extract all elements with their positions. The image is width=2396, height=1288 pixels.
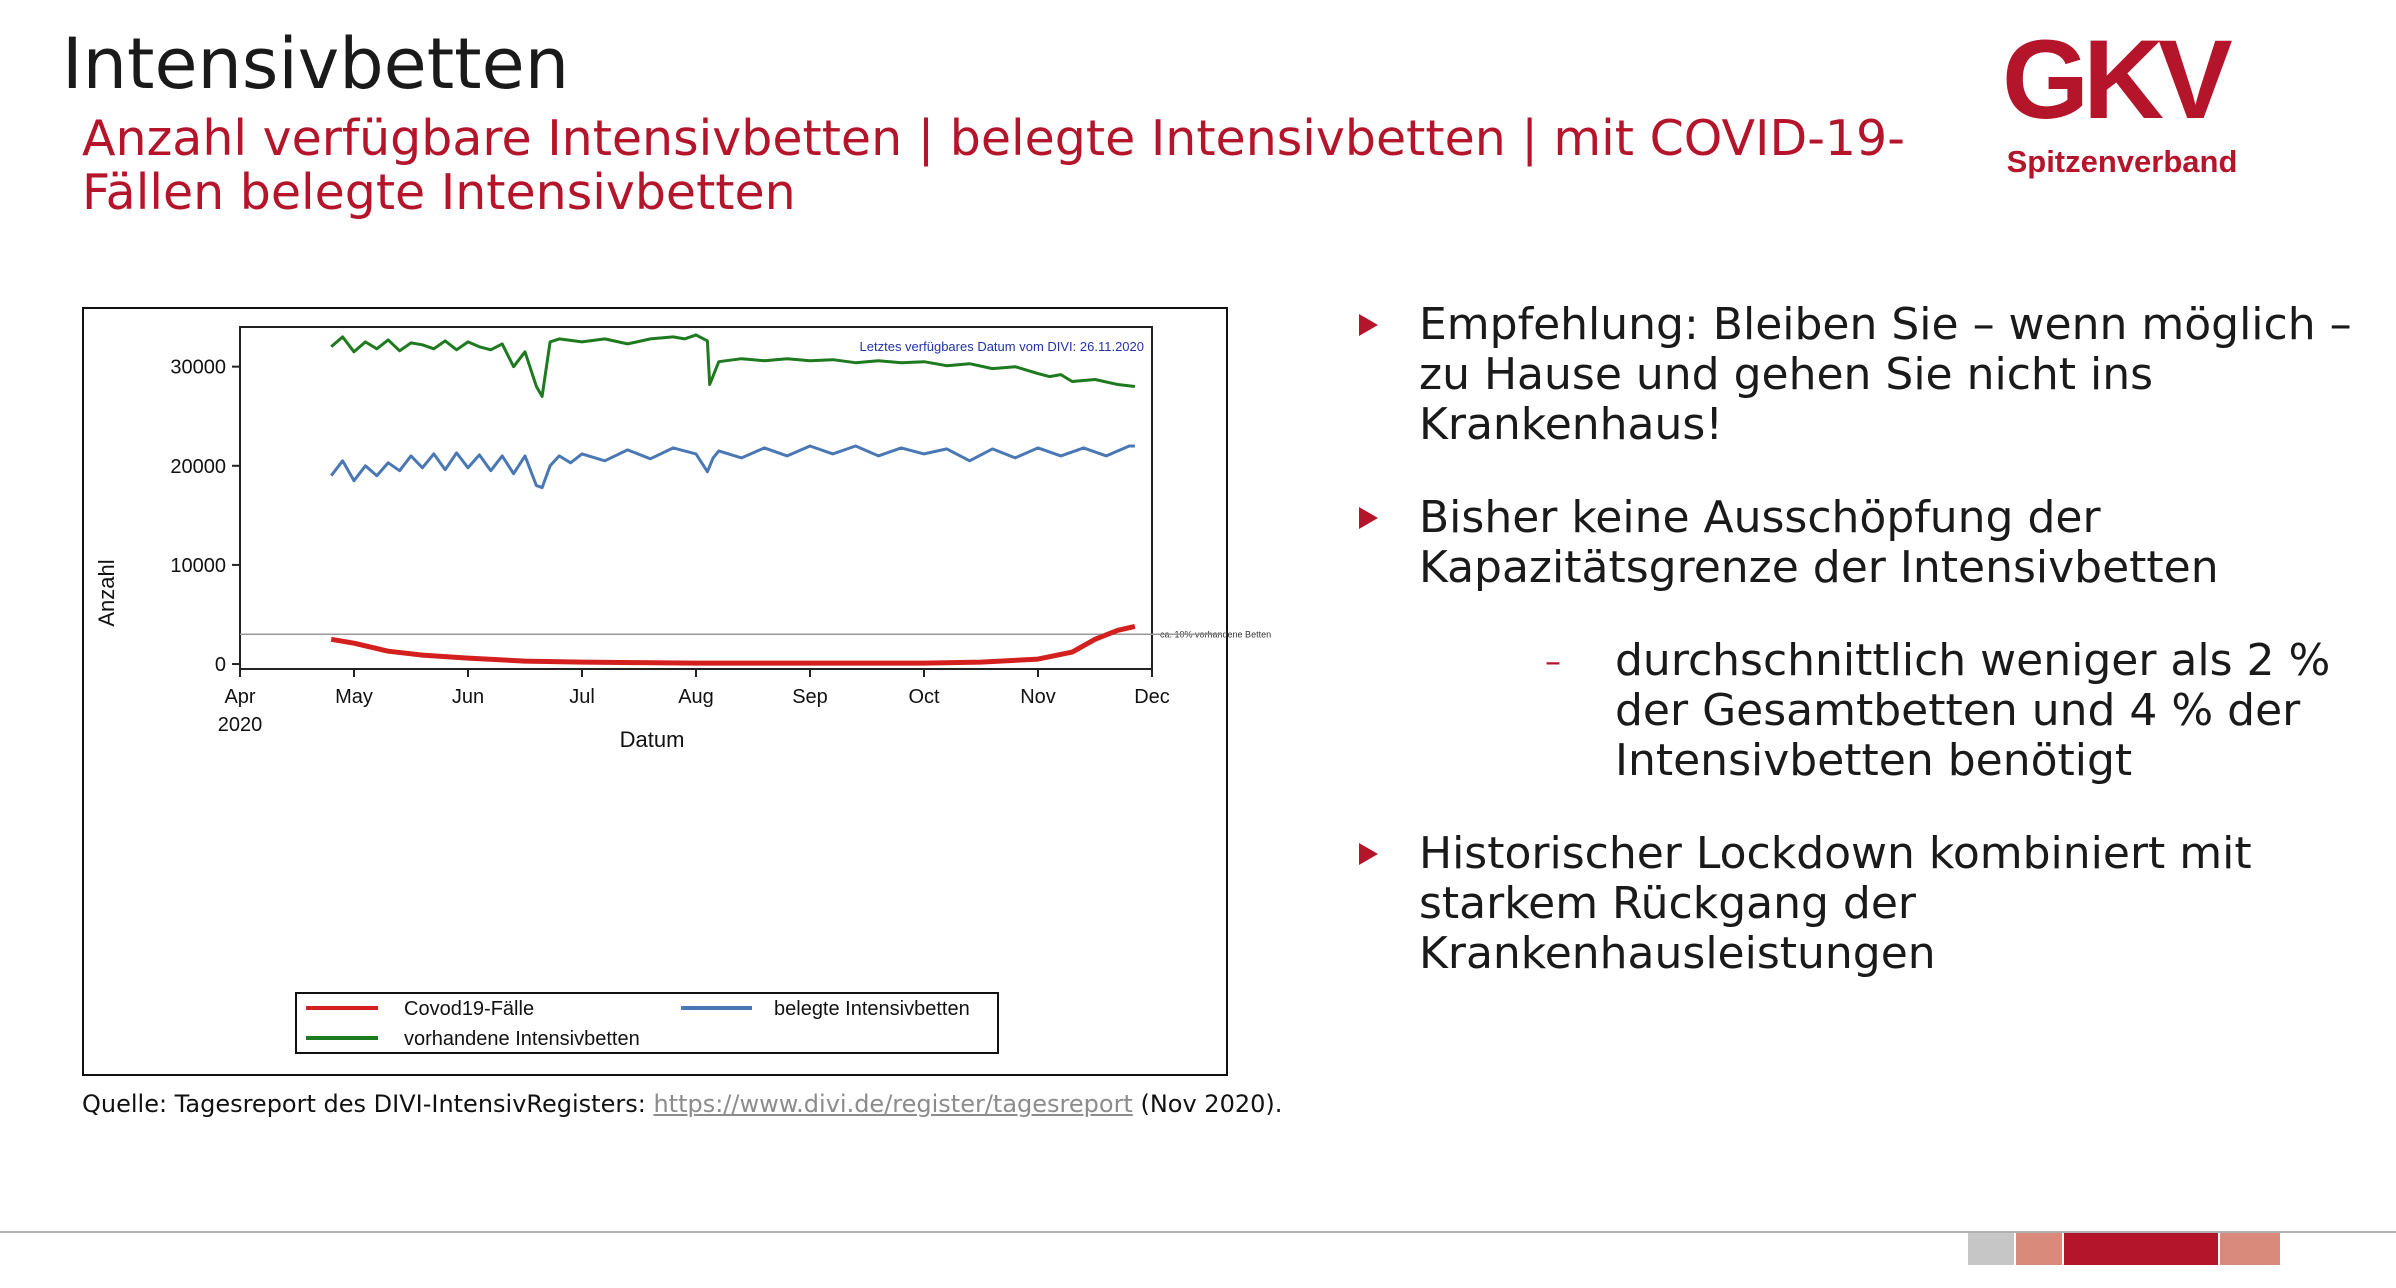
x-tick-label: Jun xyxy=(451,686,485,708)
gkv-logo-mark xyxy=(2000,17,2290,142)
footer-block xyxy=(2064,1233,2218,1265)
triangle-bullet-icon xyxy=(1359,314,1378,336)
footer-block xyxy=(2016,1233,2062,1265)
x-tick-label: Jul xyxy=(569,686,595,708)
y-tick-label: 0 xyxy=(214,654,226,677)
series-line-covid xyxy=(331,626,1135,663)
chart-annotation-top: Letztes verfügbares Datum vom DIVI: 26.11.2020 xyxy=(859,339,1144,354)
y-axis-label: Anzahl xyxy=(94,559,119,627)
slide-subtitle: Anzahl verfügbare Intensivbetten | belegte Intensivbetten | mit COVID-19-Fällen belegte Intensivbetten xyxy=(82,110,1905,221)
y-tick-label: 10000 xyxy=(170,554,226,577)
bullet-item xyxy=(1355,493,2355,593)
sub-bullet-item xyxy=(1545,636,2355,786)
triangle-bullet-icon xyxy=(1359,843,1378,865)
bullet-text: Empfehlung: Bleiben Sie – wenn möglich – zu Hause und gehen Sie nicht ins Krankenhaus! xyxy=(1419,299,2352,450)
bullet-text: Bisher keine Ausschöpfung der Kapazitätsgrenze der Intensivbetten xyxy=(1419,492,2219,593)
x-tick-label: Dec xyxy=(1134,686,1170,708)
legend-label-covid: Covod19-Fälle xyxy=(404,998,535,1020)
source-note xyxy=(82,1090,1282,1118)
dash-bullet-icon: – xyxy=(1545,642,1561,680)
y-tick-label: 30000 xyxy=(170,356,226,379)
x-tick-sublabel: 2020 xyxy=(217,714,263,736)
x-axis-label: Datum xyxy=(619,727,685,752)
x-tick-label: Aug xyxy=(678,686,714,708)
series-line-occupied xyxy=(331,446,1135,488)
x-tick-label: May xyxy=(335,686,373,708)
footer-block xyxy=(2220,1233,2280,1265)
reference-line-label: ca. 10% vorhandene Betten xyxy=(1160,629,1272,640)
icu-line-chart xyxy=(84,309,1272,1074)
chart-frame xyxy=(82,307,1272,1076)
x-tick-label: Apr xyxy=(224,686,256,708)
source-suffix: (Nov 2020). xyxy=(1132,1090,1283,1118)
legend-label-occupied: belegte Intensivbetten xyxy=(774,998,970,1020)
y-tick-label: 20000 xyxy=(170,455,226,478)
sub-bullet-text: durchschnittlich weniger als 2 % der Gesamtbetten und 4 % der Intensivbetten benötigt xyxy=(1615,635,2331,786)
bullet-text: Historischer Lockdown kombiniert mit starkem Rückgang der Krankenhausleistungen xyxy=(1419,828,2252,979)
footer-block xyxy=(1968,1233,2014,1265)
x-tick-label: Nov xyxy=(1020,686,1056,708)
source-prefix: Quelle: Tagesreport des DIVI-IntensivRegisters: xyxy=(82,1090,654,1118)
bullet-item xyxy=(1355,829,2355,979)
x-tick-label: Sep xyxy=(792,686,828,708)
plot-area xyxy=(240,327,1152,669)
gkv-logo xyxy=(2000,17,2300,192)
triangle-bullet-icon xyxy=(1359,507,1378,529)
logo-text: Spitzenverband xyxy=(2006,144,2238,179)
logo-letters: GKV xyxy=(2002,17,2227,142)
legend-label-available: vorhandene Intensivbetten xyxy=(404,1028,640,1050)
bullet-list xyxy=(1355,300,2355,1022)
x-tick-label: Oct xyxy=(908,686,940,708)
source-link[interactable]: https://www.divi.de/register/tagesreport xyxy=(653,1090,1133,1118)
bullet-item xyxy=(1355,300,2355,450)
slide-title: Intensivbetten xyxy=(62,23,570,105)
